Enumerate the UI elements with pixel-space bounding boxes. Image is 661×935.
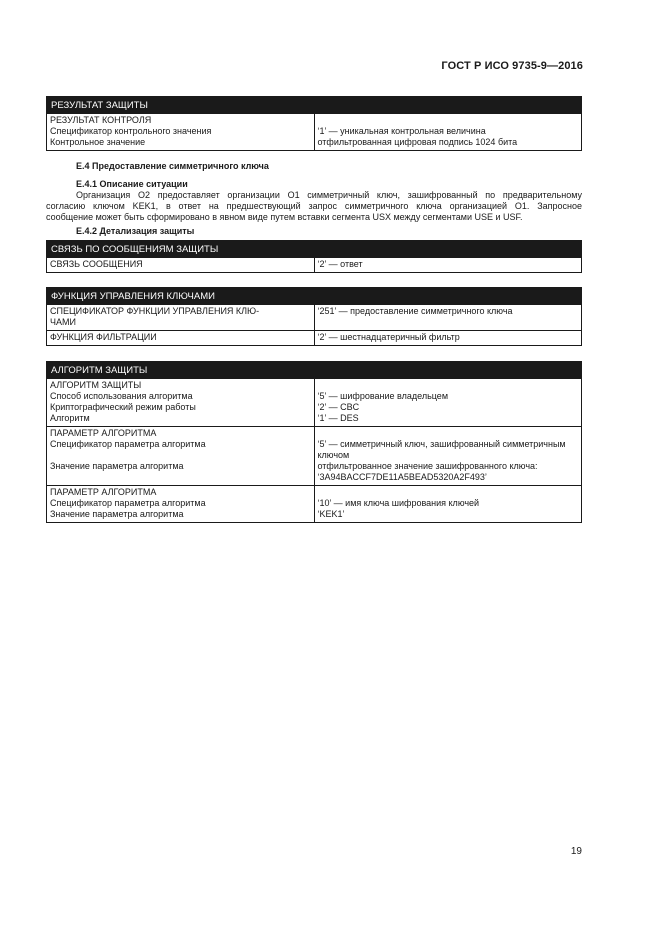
cell-line: ‘5’ — симметричный ключ, зашифрованный симметричным bbox=[317, 439, 566, 449]
table-cell-right bbox=[314, 379, 582, 427]
table-row bbox=[47, 305, 582, 331]
cell-line: ‘10’ — имя ключа шифрования ключей bbox=[317, 498, 480, 508]
table-cell-right bbox=[314, 258, 582, 273]
cell-line: ‘2’ — шестнадцатеричный фильтр bbox=[317, 332, 460, 342]
cell-line: ‘1’ — DES bbox=[317, 413, 359, 423]
table-row bbox=[47, 427, 582, 486]
cell-line: СВЯЗЬ СООБЩЕНИЯ bbox=[50, 259, 143, 269]
situation-paragraph bbox=[46, 190, 582, 223]
table-cell-right bbox=[314, 486, 582, 523]
section-title-e41: E.4.1 Описание ситуации bbox=[76, 179, 188, 189]
cell-line: ЧАМИ bbox=[50, 317, 76, 327]
table-header: СВЯЗЬ ПО СООБЩЕНИЯМ ЗАЩИТЫ bbox=[47, 241, 582, 258]
table-cell-left bbox=[47, 305, 315, 331]
cell-line: ‘1’ — уникальная контрольная величина bbox=[317, 126, 486, 136]
cell-line bbox=[318, 115, 579, 126]
cell-line: Криптографический режим работы bbox=[50, 402, 196, 412]
cell-line: отфильтрованное значение зашифрованного ключа: bbox=[317, 461, 538, 471]
cell-line: Спецификатор контрольного значения bbox=[50, 126, 212, 136]
cell-line: отфильтрованная цифровая подпись 1024 бита bbox=[317, 137, 518, 147]
cell-line: РЕЗУЛЬТАТ КОНТРОЛЯ bbox=[50, 115, 152, 125]
page-number: 19 bbox=[570, 846, 582, 857]
cell-line: Значение параметра алгоритма bbox=[50, 461, 184, 471]
table-cell-right bbox=[314, 331, 582, 346]
cell-line bbox=[318, 428, 579, 439]
message-link-table bbox=[46, 240, 582, 273]
table-row bbox=[47, 114, 582, 151]
table-cell-left bbox=[47, 486, 315, 523]
paragraph-line: сообщение может быть сформировано в явном виде путем вставки сегмента USX между сегментами USE и USF. bbox=[46, 212, 523, 222]
cell-line: СПЕЦИФИКАТОР ФУНКЦИИ УПРАВЛЕНИЯ КЛЮ- bbox=[50, 306, 260, 316]
table-header: РЕЗУЛЬТАТ ЗАЩИТЫ bbox=[47, 97, 582, 114]
table-cell-right bbox=[314, 305, 582, 331]
section-title-e4: E.4 Предоставление симметричного ключа bbox=[76, 161, 269, 171]
cell-line: Способ использования алгоритма bbox=[50, 391, 193, 401]
cell-line bbox=[318, 487, 579, 498]
cell-line bbox=[318, 380, 579, 391]
cell-line: Контрольное значение bbox=[50, 137, 146, 147]
cell-line: ‘2’ — CBC bbox=[317, 402, 360, 412]
table-row bbox=[47, 486, 582, 523]
cell-line: Значение параметра алгоритма bbox=[50, 509, 184, 519]
cell-line: ‘KEK1’ bbox=[317, 509, 345, 519]
table-row bbox=[47, 331, 582, 346]
table-cell-left bbox=[47, 331, 315, 346]
key-management-table bbox=[46, 287, 582, 346]
cell-line: ПАРАМЕТР АЛГОРИТМА bbox=[50, 428, 157, 438]
table-cell-left bbox=[47, 258, 315, 273]
cell-line: ‘2’ — ответ bbox=[317, 259, 363, 269]
table-header: ФУНКЦИЯ УПРАВЛЕНИЯ КЛЮЧАМИ bbox=[47, 288, 582, 305]
cell-line: ПАРАМЕТР АЛГОРИТМА bbox=[50, 487, 157, 497]
document-code: ГОСТ Р ИСО 9735-9—2016 bbox=[441, 60, 583, 72]
cell-line bbox=[50, 450, 311, 461]
cell-line: ключом bbox=[317, 450, 350, 460]
table-cell-left bbox=[47, 114, 315, 151]
table-cell-left bbox=[47, 427, 315, 486]
cell-line: Алгоритм bbox=[50, 413, 90, 423]
cell-line: ‘3A94BACCF7DE11A5BEAD5320A2F493’ bbox=[317, 472, 487, 482]
security-algorithm-table bbox=[46, 361, 582, 523]
cell-line: ФУНКЦИЯ ФИЛЬТРАЦИИ bbox=[50, 332, 157, 342]
paragraph-line: Организация О2 предоставляет организации О1 симметричный ключ, зашифрованный по предварительному bbox=[76, 190, 582, 200]
cell-line: ‘5’ — шифрование владельцем bbox=[317, 391, 448, 401]
table-row bbox=[47, 258, 582, 273]
cell-line: Спецификатор параметра алгоритма bbox=[50, 439, 206, 449]
table-cell-right bbox=[314, 114, 582, 151]
table-row bbox=[47, 379, 582, 427]
table-cell-left bbox=[47, 379, 315, 427]
cell-line: ‘251’ — предоставление симметричного ключа bbox=[317, 306, 513, 316]
section-title-e42: E.4.2 Детализация защиты bbox=[76, 226, 195, 236]
paragraph-line: согласию ключом KEK1, в ответ на предшествующий запрос симметричного ключа организацией О1. Запросное bbox=[46, 201, 582, 211]
table-header: АЛГОРИТМ ЗАЩИТЫ bbox=[47, 362, 582, 379]
security-result-table bbox=[46, 96, 582, 151]
cell-line: АЛГОРИТМ ЗАЩИТЫ bbox=[50, 380, 142, 390]
cell-line: Спецификатор параметра алгоритма bbox=[50, 498, 206, 508]
table-cell-right bbox=[314, 427, 582, 486]
